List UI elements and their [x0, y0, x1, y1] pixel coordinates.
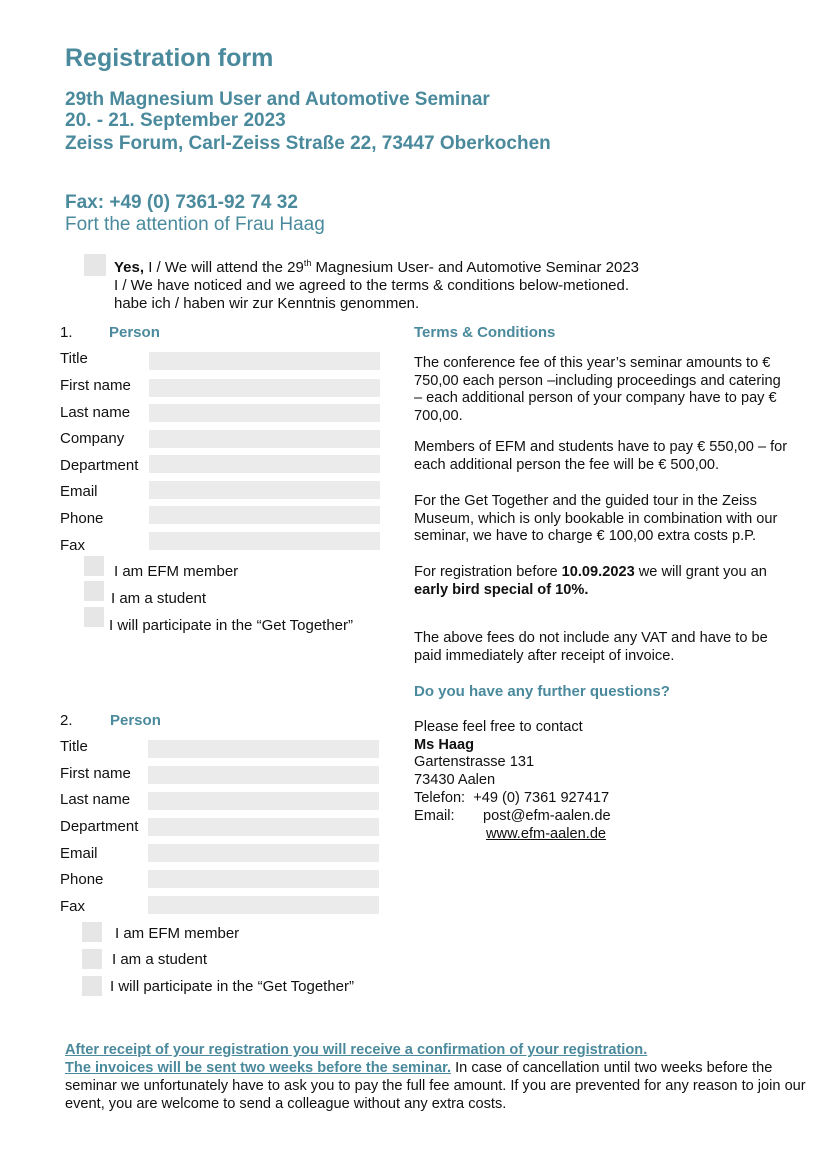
- fax-number: Fax: +49 (0) 7361-92 74 32: [65, 192, 298, 213]
- p1-last-name-input[interactable]: [149, 404, 380, 422]
- event-venue: Zeiss Forum, Carl-Zeiss Straße 22, 73447 Oberkochen: [65, 133, 551, 154]
- p2-label-last-name: Last name: [60, 791, 131, 808]
- p1-get-together-label: I will participate in the “Get Together”: [109, 617, 354, 634]
- p2-email-input[interactable]: [148, 844, 379, 862]
- early-bird-date: 10.09.2023: [561, 564, 635, 580]
- person1-number: 1.: [60, 324, 73, 341]
- page-title: Registration form: [65, 44, 274, 72]
- p2-label-fax: Fax: [60, 898, 86, 915]
- early-bird-text-a: For registration before: [414, 564, 562, 580]
- p1-efm-member-checkbox[interactable]: [84, 556, 104, 576]
- p2-department-input[interactable]: [148, 818, 379, 836]
- p1-student-label: I am a student: [111, 590, 207, 607]
- p2-phone-input[interactable]: [148, 870, 379, 888]
- p2-efm-member-checkbox[interactable]: [82, 922, 102, 942]
- p1-label-last-name: Last name: [60, 404, 131, 421]
- consent-line2: I / We have noticed and we agreed to the terms & conditions below-metioned.: [114, 277, 630, 294]
- p1-first-name-input[interactable]: [149, 379, 380, 397]
- consent-sup: th: [303, 258, 312, 268]
- p2-label-phone: Phone: [60, 871, 104, 888]
- consent-checkbox[interactable]: [84, 254, 106, 276]
- consent-yes: Yes,: [114, 259, 145, 276]
- terms-heading: Terms & Conditions: [414, 324, 556, 341]
- event-name: 29th Magnesium User and Automotive Seminar: [65, 89, 490, 110]
- p2-label-title: Title: [60, 738, 88, 755]
- early-bird-discount: early bird special of 10%.: [414, 581, 589, 598]
- p1-email-input[interactable]: [149, 481, 380, 499]
- p2-student-label: I am a student: [112, 951, 208, 968]
- p2-title-input[interactable]: [148, 740, 379, 758]
- cancellation-text: In case of cancellation until two weeks before the seminar we unfortunately have to ask you to pay the full fee amount. If you are prevented for any reason to join our event, you are welcome to send a colleague without any extra costs.: [65, 1060, 806, 1112]
- p2-label-department: Department: [60, 818, 139, 835]
- person2-number: 2.: [60, 712, 73, 729]
- terms-vat-paragraph: The above fees do not include any VAT and have to be paid immediately after receipt of invoice.: [414, 630, 768, 664]
- p1-get-together-checkbox[interactable]: [84, 607, 104, 627]
- contact-email-label: Email:: [414, 808, 455, 824]
- p2-first-name-input[interactable]: [148, 766, 379, 784]
- person2-heading: Person: [110, 712, 161, 729]
- person1-heading: Person: [109, 324, 160, 341]
- terms-get-together-paragraph: For the Get Together and the guided tour in the Zeiss Museum, which is only bookable in combination with our seminar, we have to charge € 100,00 extra costs p.P.: [414, 493, 778, 544]
- p2-label-email: Email: [60, 845, 98, 862]
- terms-fee-paragraph: The conference fee of this year’s seminar amounts to € 750,00 each person –including proceedings and catering – each additional person of your company have to pay € 700,00.: [414, 355, 781, 424]
- p1-phone-input[interactable]: [149, 506, 380, 524]
- consent-text: [114, 254, 639, 313]
- contact-email[interactable]: post@efm-aalen.de: [483, 808, 611, 824]
- contact-intro: Please feel free to contact: [414, 719, 583, 735]
- p2-get-together-label: I will participate in the “Get Together”: [110, 978, 355, 995]
- p1-label-title: Title: [60, 350, 88, 367]
- p2-get-together-checkbox[interactable]: [82, 976, 102, 996]
- p2-fax-input[interactable]: [148, 896, 379, 914]
- questions-heading: Do you have any further questions?: [414, 683, 670, 700]
- contact-phone: Telefon: +49 (0) 7361 927417: [414, 790, 610, 806]
- attention-line: Fort the attention of Frau Haag: [65, 214, 325, 235]
- contact-website-link[interactable]: www.efm-aalen.de: [486, 826, 607, 842]
- contact-street: Gartenstrasse 131: [414, 754, 535, 770]
- p1-label-email: Email: [60, 483, 98, 500]
- invoice-notice: The invoices will be sent two weeks before the seminar.: [65, 1060, 452, 1076]
- p1-efm-member-label: I am EFM member: [114, 563, 239, 580]
- contact-name: Ms Haag: [414, 737, 475, 753]
- contact-city: 73430 Aalen: [414, 772, 496, 788]
- p1-company-input[interactable]: [149, 430, 380, 448]
- p2-efm-member-label: I am EFM member: [115, 925, 240, 942]
- terms-early-bird-paragraph: [414, 564, 799, 599]
- p1-label-phone: Phone: [60, 510, 104, 527]
- terms-members-paragraph: Members of EFM and students have to pay € 550,00 – for each additional person the fee will be € 500,00.: [414, 439, 788, 473]
- consent-line1a: I / We will attend the 29: [144, 259, 304, 276]
- p2-student-checkbox[interactable]: [82, 949, 102, 969]
- consent-line1b: Magnesium User- and Automotive Seminar 2023: [311, 259, 640, 276]
- consent-line3: habe ich / haben wir zur Kenntnis genommen.: [114, 295, 420, 312]
- event-date: 20. - 21. September 2023: [65, 110, 286, 131]
- p1-department-input[interactable]: [149, 455, 380, 473]
- p1-title-input[interactable]: [149, 352, 380, 370]
- cancellation-notice: [65, 1059, 815, 1113]
- p1-label-department: Department: [60, 457, 139, 474]
- p2-last-name-input[interactable]: [148, 792, 379, 810]
- early-bird-text-b: we will grant you an: [634, 564, 767, 580]
- p2-label-first-name: First name: [60, 765, 131, 782]
- p1-label-first-name: First name: [60, 377, 131, 394]
- p1-fax-input[interactable]: [149, 532, 380, 550]
- p1-label-fax: Fax: [60, 537, 86, 554]
- p1-student-checkbox[interactable]: [84, 581, 104, 601]
- p1-label-company: Company: [60, 430, 125, 447]
- confirmation-notice: After receipt of your registration you will receive a confirmation of your registration.: [65, 1042, 648, 1058]
